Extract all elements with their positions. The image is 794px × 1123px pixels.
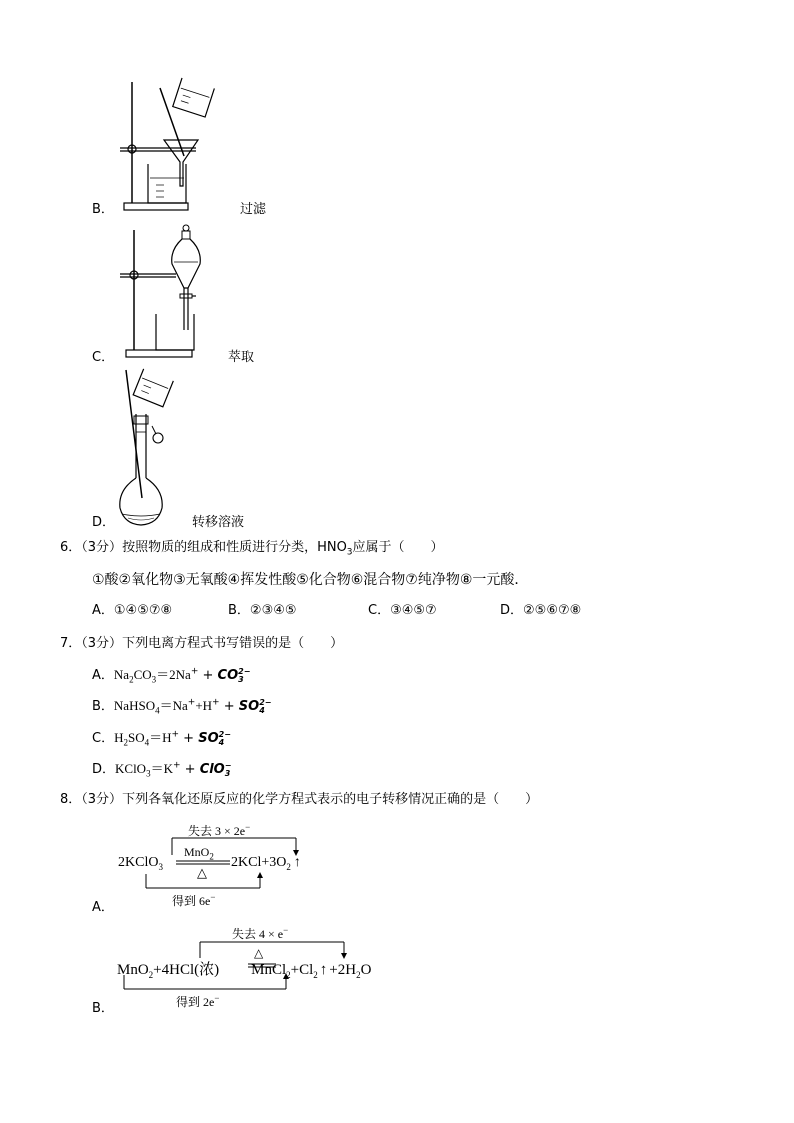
q7-b-left: NaHSO [113,698,156,713]
q8-b-p3-sub: 2 [356,970,361,980]
q7-score: （3分） [81,636,123,651]
q8-b-p3: +2H [329,962,357,978]
q8-a-catalyst-sub: 2 [209,851,214,862]
q8-b-r2: +4HCl(浓) [153,962,220,978]
q5-option-b-caption: 过滤 [240,202,267,217]
q8-b-p2-sub: 2 [313,970,318,980]
q8-b-equation [117,958,371,979]
q8-b-bottom-text: 得到 2e [176,995,215,1009]
q7-d-ion-sub: 3 [224,768,231,778]
q7-c-sub2: 4 [144,737,150,748]
q8-b-top-sup: − [283,925,289,935]
q7-a-ion-sup: 2− [238,666,251,676]
q8-b-p4: O [360,962,372,978]
q8-a-catalyst [184,845,214,860]
q5-option-c-label: C． [92,350,115,365]
q6-score: （3分） [81,540,123,555]
q5-option-d-label: D． [92,515,116,530]
q7-a-label: A． [92,668,114,683]
q7-d-plus: + [180,762,200,777]
q8-a-left-text: 2KClO [118,855,159,870]
q6-stem-pre: 按照物质的组成和性质进行分类，HNO [122,540,347,555]
q8-b-p2: +Cl [290,962,314,978]
q6-option-a-text: ①④⑤⑦⑧ [113,603,173,618]
q7-d-ion: ClO [199,762,225,777]
q8-a-bottom-label [172,892,215,909]
q7-a-ion-sub: 3 [238,674,244,684]
q6-number: 6． [60,540,82,555]
q8-a-heat: △ [197,865,207,880]
q7-c-plus: + [179,731,199,746]
q8-a-bottom-sup: − [210,892,216,902]
q7-c-ion-sub: 4 [218,737,225,747]
q7-stem-text: 下列电离方程式书写错误的是（ ） [122,636,344,651]
q8-b-heat: △ [254,946,264,960]
q7-number: 7． [60,636,82,651]
q7-b-ion: SO [238,699,260,714]
q6-stem-post: 应属于（ ） [352,540,444,555]
q7-b-ion-sup: 2− [259,697,272,707]
q6-option-b-text: ②③④⑤ [249,603,297,618]
q7-a-sup1: + [190,666,199,677]
q7-d-label: D． [92,762,116,777]
q7-b-label: B． [92,699,114,714]
q8-b-top-text: 失去 4 × e [232,927,284,941]
q8-a-top-text: 失去 3 × 2e [188,824,246,838]
q7-a-sub1: 2 [129,674,134,685]
q6-option-c-text: ③④⑤⑦ [390,603,437,618]
q5-option-c-caption: 萃取 [228,350,255,365]
q5-option-d-caption: 转移溶液 [192,515,245,530]
q8-b-gas-arrow: ↑ [319,962,328,978]
q7-c-left: H [114,730,124,745]
q8-a-right [231,855,301,871]
q8-option-a-label[interactable]: A． [92,900,114,915]
q5-option-b-label: B． [92,202,114,217]
q7-c-eq: ＝H [149,730,172,745]
q8-b-r1-sub: 2 [148,970,154,980]
q8-a-right-sub: 2 [286,861,291,872]
q8-b-r1: MnO [117,962,149,978]
q6-stem-sub: 3 [346,547,353,558]
q7-b-sup2: + [212,697,220,708]
q7-c-label: C． [92,731,115,746]
q8-a-gas-arrow: ↑ [293,855,301,870]
q7-c-sup1: + [171,729,180,740]
q8-a-bottom-text: 得到 6e [172,894,211,908]
q7-c-mid: SO [127,730,145,745]
q7-d-ion-sup: − [224,760,232,770]
q7-a-ion: CO [217,668,239,683]
q8-b-p1: MnCl [251,962,287,978]
q8-a-top-label [188,822,250,839]
q8-a-right-text: 2KCl+3O [231,855,287,870]
q6-option-a-label: A． [92,603,114,618]
q6-option-c-label: C． [368,603,391,618]
q7-b-sub1: 4 [155,705,160,716]
q7-a-mid: CO [133,667,152,682]
q7-b-sup1: + [187,697,196,708]
q7-a-left: Na [113,667,130,682]
q8-b-top-label [232,925,288,942]
q7-b-ion-sub: 4 [259,705,265,715]
q7-b-plus: + [219,699,239,714]
q7-d-sub1: 3 [146,768,151,779]
q7-c-ion: SO [198,731,219,746]
q6-option-b-label: B． [228,603,250,618]
q8-b-p1-sub: 2 [286,970,291,980]
q8-number: 8． [60,792,82,807]
q7-b-mid: +H [195,698,213,713]
q7-d-left: KClO [115,761,147,776]
q8-a-catalyst-text: MnO [184,845,210,859]
q7-a-sub2: 3 [151,674,157,685]
q7-d-eq: ＝K [150,761,173,776]
q8-option-b-label[interactable]: B． [92,1001,114,1016]
q7-c-sub1: 2 [123,737,128,748]
q7-b-eq: ＝Na [159,698,188,713]
q7-c-ion-sup: 2− [218,729,231,739]
q8-score: （3分） [81,792,123,807]
q6-items: ①酸②氧化物③无氧酸④挥发性酸⑤化合物⑥混合物⑦纯净物⑧一元酸． [92,572,529,588]
q7-a-plus: + [198,668,218,683]
q7-a-eq: ＝2Na [156,667,191,682]
q8-a-left-sub: 3 [158,861,163,872]
q8-b-bottom-label [176,993,219,1010]
q8-a-left [118,855,163,871]
q6-option-d-text: ②⑤⑥⑦⑧ [523,603,582,618]
q6-option-d-label: D． [500,603,524,618]
q8-b-bottom-sup: − [214,993,220,1003]
q8-a-top-sup: − [245,822,251,832]
q7-d-sup1: + [172,760,181,771]
q8-stem-text: 下列各氧化还原反应的化学方程式表示的电子转移情况正确的是（ ） [122,792,539,807]
